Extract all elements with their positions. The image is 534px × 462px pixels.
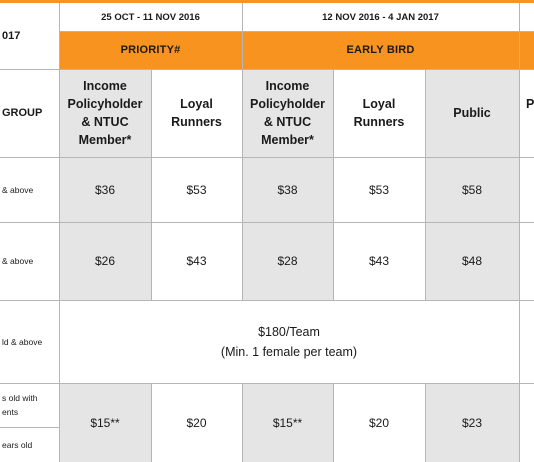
price-r2-c3: $28	[242, 222, 333, 300]
category-priority: PRIORITY#	[59, 31, 242, 69]
price-r1-c1: $36	[59, 157, 151, 222]
row-label-3: ld & above	[2, 336, 43, 347]
price-r4-c1: $15**	[59, 383, 151, 462]
grid-line	[59, 31, 534, 32]
price-r1-c3: $38	[242, 157, 333, 222]
team-note: (Min. 1 female per team)	[220, 344, 358, 359]
col-header-loyal-priority: Loyal Runners	[171, 97, 222, 129]
price-r2-c2: $43	[186, 254, 207, 268]
price-r1-c2: $53	[186, 182, 207, 197]
row-label-2: & above	[2, 256, 34, 266]
grid-line	[333, 69, 334, 300]
price-r4-c4: $20	[368, 415, 390, 430]
grid-line	[151, 383, 152, 462]
col-header-income-priority: Income Policyholder & NTUC Member*	[59, 69, 151, 157]
col-header-loyal-early: Loyal Runners	[353, 97, 405, 129]
price-r2-c1: $26	[59, 222, 151, 300]
grid-line	[0, 383, 534, 384]
grid-line	[0, 222, 534, 223]
price-r4-c2: $20	[186, 415, 207, 430]
grid-line	[0, 69, 534, 70]
grid-line	[425, 383, 426, 462]
team-price-cell	[59, 300, 519, 383]
grid-line	[242, 3, 243, 300]
price-r2-c5: $48	[425, 222, 519, 300]
date-range-priority: 25 OCT - 11 NOV 2016	[101, 11, 200, 23]
col-header-partial: P	[526, 97, 534, 111]
team-price: $180/Team	[258, 324, 320, 339]
grid-line	[0, 157, 534, 158]
price-r2-c4: $43	[368, 254, 390, 268]
price-r1-c5: $58	[425, 157, 519, 222]
date-range-early-bird: 12 NOV 2016 - 4 JAN 2017	[322, 11, 439, 23]
price-r4-c5: $23	[425, 383, 519, 462]
row-label-4: s old with ents	[2, 393, 38, 417]
category-early-bird: EARLY BIRD	[242, 31, 519, 69]
grid-line	[333, 383, 334, 462]
grid-line	[425, 69, 426, 300]
grid-line	[151, 69, 152, 300]
row-label-5: ears old	[2, 439, 33, 450]
col-header-income-early: Income Policyholder & NTUC Member*	[242, 69, 333, 157]
category-next-partial	[519, 31, 534, 69]
group-column-header: GROUP	[2, 107, 43, 119]
grid-line	[519, 3, 520, 462]
price-r1-c4: $53	[368, 182, 390, 197]
grid-line	[242, 383, 243, 462]
event-year-label: 017	[2, 30, 21, 42]
grid-line	[0, 300, 534, 301]
row-label-1: & above	[2, 184, 34, 195]
grid-line	[0, 427, 59, 428]
price-r4-c3: $15**	[242, 383, 333, 462]
grid-line	[59, 3, 60, 462]
col-header-public-early: Public	[425, 69, 519, 157]
